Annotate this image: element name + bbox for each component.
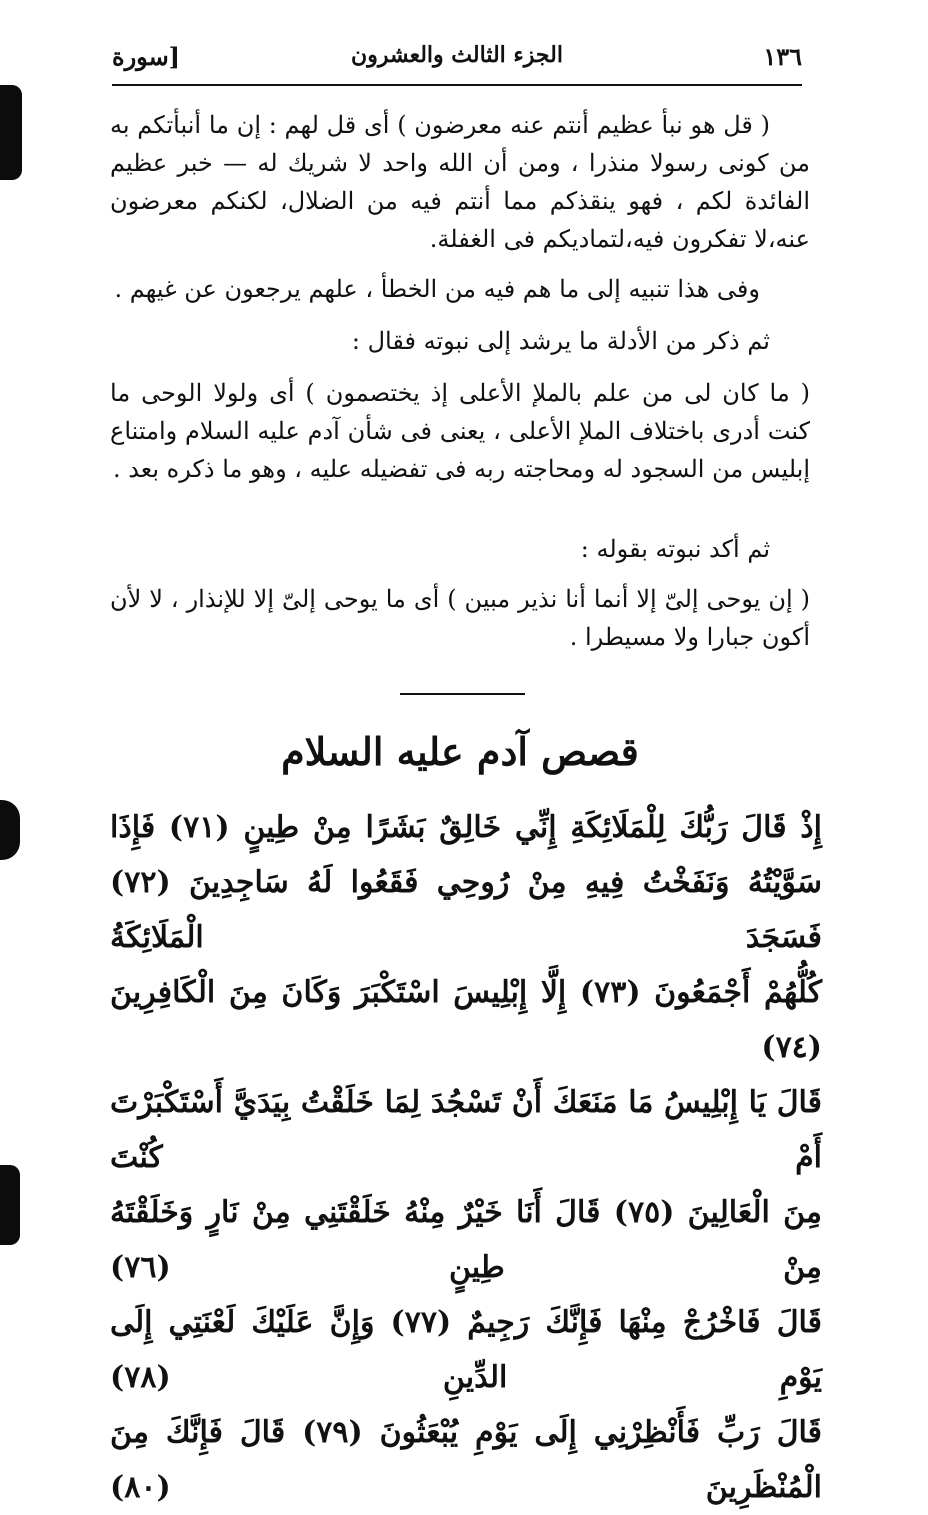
- paragraph-text: ثم أكد نبوته بقوله :: [580, 535, 770, 563]
- paragraph-text: ( إن يوحى إلىّ إلا أنما أنا نذير مبين ) أى ما يوحى إلىّ إلا للإنذار ، لا لأن أكون جبارا ولا مسيطرا .: [110, 585, 810, 651]
- section-divider: [400, 693, 525, 695]
- page-number: ١٣٦: [763, 42, 802, 71]
- binding-mark-middle: [0, 800, 20, 860]
- verse-line: مِنَ الْعَالِينَ (٧٥) قَالَ أَنَا خَيْرٌ مِنْهُ خَلَقْتَنِي مِنْ نَارٍ وَخَلَقْتَهُ مِنْ طِينٍ (٧٦): [110, 1195, 822, 1285]
- running-header: [112, 38, 802, 86]
- paragraph-4: [110, 374, 810, 488]
- paragraph-text: ثم ذكر من الأدلة ما يرشد إلى نبوته فقال :: [351, 327, 770, 355]
- quran-verses: [110, 800, 822, 1515]
- verse-line: قَالَ يَا إِبْلِيسُ مَا مَنَعَكَ أَنْ تَسْجُدَ لِمَا خَلَقْتُ بِيَدَيَّ أَسْتَكْبَرْتَ أَمْ كُنْتَ: [110, 1085, 822, 1175]
- verse-line: قَالَ رَبِّ فَأَنْظِرْنِي إِلَى يَوْمِ يُبْعَثُونَ (٧٩) قَالَ فَإِنَّكَ مِنَ الْمُنْظَرِينَ (٨٠): [110, 1415, 822, 1505]
- verse-line: إِذْ قَالَ رَبُّكَ لِلْمَلَائِكَةِ إِنِّي خَالِقٌ بَشَرًا مِنْ طِينٍ (٧١) فَإِذَا: [110, 810, 822, 845]
- paragraph-2: [110, 270, 810, 308]
- verse-line: كُلُّهُمْ أَجْمَعُونَ (٧٣) إِلَّا إِبْلِيسَ اسْتَكْبَرَ وَكَانَ مِنَ الْكَافِرِينَ (٧٤): [110, 975, 822, 1065]
- surah-label: [سورة: [112, 42, 181, 71]
- binding-mark-top: [0, 85, 22, 180]
- paragraph-text: ( قل هو نبأ عظيم أنتم عنه معرضون ) أى قل لهم : إن ما أنبأتكم به من كونى رسولا منذرا ، ومن أن الله واحد لا شريك له — خبر عظيم الفائدة لكم ، فهو ينقذكم مما أنتم فيه من الضلال، لكنكم معرضون عنه،لا تفكرون فيه،لتماديكم فى الغفلة.: [110, 111, 810, 253]
- section-title: قصص آدم عليه السلام: [281, 729, 639, 774]
- binding-mark-bottom: [0, 1165, 20, 1245]
- paragraph-6: [110, 580, 810, 656]
- verse-line: سَوَّيْتُهُ وَنَفَخْتُ فِيهِ مِنْ رُوحِي فَقَعُوا لَهُ سَاجِدِينَ (٧٢) فَسَجَدَ الْمَلَائِكَةُ: [110, 865, 822, 955]
- paragraph-5: [110, 530, 810, 568]
- paragraph-text: ( ما كان لى من علم بالملإ الأعلى إذ يختصمون ) أى ولولا الوحى ما كنت أدرى باختلاف الملإ الأعلى ، يعنى فى شأن آدم عليه السلام وامتناع إبليس من السجود له ومحاجته ربه فى تفضيله عليه ، وهو ما ذكره بعد .: [110, 379, 810, 483]
- paragraph-3: [110, 322, 810, 360]
- paragraph-text: وفى هذا تنبيه إلى ما هم فيه من الخطأ ، علهم يرجعون عن غيهم .: [114, 275, 760, 303]
- verse-line: قَالَ فَاخْرُجْ مِنْهَا فَإِنَّكَ رَجِيمٌ (٧٧) وَإِنَّ عَلَيْكَ لَعْنَتِي إِلَى يَوْمِ الدِّينِ (٧٨): [110, 1305, 822, 1395]
- running-title: الجزء الثالث والعشرون: [351, 42, 563, 68]
- paragraph-1: [110, 106, 810, 258]
